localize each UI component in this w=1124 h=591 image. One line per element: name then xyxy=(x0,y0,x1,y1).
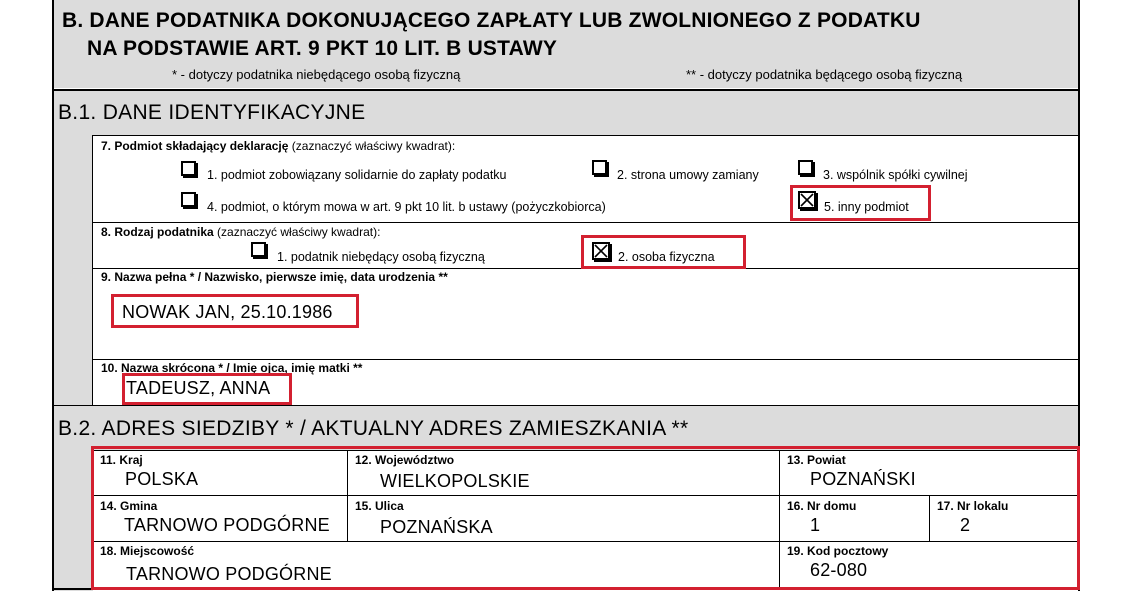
field18-label: 18. Miejscowość xyxy=(100,544,195,558)
section-b1-left-margin xyxy=(52,135,93,405)
field18-value[interactable]: TARNOWO PODGÓRNE xyxy=(126,564,332,584)
field11-label: 11. Kraj xyxy=(100,453,143,467)
field7-checkbox-4[interactable] xyxy=(181,192,196,207)
b1-inner-left-border xyxy=(92,135,93,405)
highlight-field7-option5 xyxy=(790,185,931,221)
field7-checkbox-1[interactable] xyxy=(181,161,196,176)
field7-option-1-label: 1. podmiot zobowiązany solidarnie do zapłaty podatku xyxy=(207,168,507,182)
field7-option-3-label: 3. wspólnik spółki cywilnej xyxy=(823,168,968,182)
field12-label: 12. Województwo xyxy=(355,453,455,467)
highlight-field8-option2 xyxy=(581,235,746,269)
field13-value[interactable]: POZNAŃSKI xyxy=(810,469,916,489)
field17-value[interactable]: 2 xyxy=(960,515,971,535)
field19-value[interactable]: 62-080 xyxy=(810,560,868,580)
highlight-field9 xyxy=(111,294,359,328)
field7-checkbox-2[interactable] xyxy=(592,160,607,175)
divider-b1 xyxy=(93,135,1079,136)
divider-field10 xyxy=(93,359,1079,360)
field14-label: 14. Gmina xyxy=(100,499,158,513)
field8-checkbox-1[interactable] xyxy=(251,242,266,257)
field7-option-5-label: 5. inny podmiot xyxy=(824,200,909,214)
field7-label xyxy=(101,139,455,153)
field7-checkbox-3[interactable] xyxy=(798,160,813,175)
field17-label: 17. Nr lokalu xyxy=(937,499,1009,513)
field8-option-1-label: 1. podatnik niebędący osobą fizyczną xyxy=(277,250,485,264)
field12-value[interactable]: WIELKOPOLSKIE xyxy=(380,471,530,491)
header-note-single-star: * - dotyczy podatnika niebędącego osobą fizyczną xyxy=(172,67,461,82)
section-b2-left-margin xyxy=(52,450,93,591)
header-note-double-star: ** - dotyczy podatnika będącego osobą fizyczną xyxy=(686,67,963,82)
field16-value[interactable]: 1 xyxy=(810,515,821,535)
field16-label: 16. Nr domu xyxy=(787,499,857,513)
field7-option-4-label: 4. podmiot, o którym mowa w art. 9 pkt 10 lit. b ustawy (pożyczkobiorca) xyxy=(207,200,606,214)
section-b1-title: B.1. DANE IDENTYFIKACYJNE xyxy=(58,101,366,124)
divider-header xyxy=(52,89,1080,91)
divider-b2 xyxy=(52,405,1080,406)
header-title-line2: NA PODSTAWIE ART. 9 PKT 10 LIT. B USTAWY xyxy=(87,37,558,60)
field19-label: 19. Kod pocztowy xyxy=(787,544,889,558)
field11-value[interactable]: POLSKA xyxy=(125,469,199,489)
field7-option-2-label: 2. strona umowy zamiany xyxy=(617,168,759,182)
highlight-field10 xyxy=(122,373,292,405)
field8-option-2-label: 2. osoba fizyczna xyxy=(618,250,715,264)
field9-value[interactable]: NOWAK JAN, 25.10.1986 xyxy=(122,302,333,322)
divider-field8 xyxy=(93,222,1079,223)
section-b2-title: B.2. ADRES SIEDZIBY * / AKTUALNY ADRES ZAMIESZKANIA ** xyxy=(58,417,689,440)
field9-label: 9. Nazwa pełna * / Nazwisko, pierwsze imię, data urodzenia ** xyxy=(101,270,448,284)
field14-value[interactable]: TARNOWO PODGÓRNE xyxy=(124,515,330,535)
field10-label: 10. Nazwa skrócona * / Imię ojca, imię matki ** xyxy=(101,361,363,375)
field8-hint: (zaznaczyć właściwy kwadrat): xyxy=(217,225,381,239)
field8-label xyxy=(101,225,380,239)
field7-hint: (zaznaczyć właściwy kwadrat): xyxy=(291,139,456,153)
field15-value[interactable]: POZNAŃSKA xyxy=(380,517,493,537)
highlight-address-block xyxy=(91,446,1080,590)
field15-label: 15. Ulica xyxy=(355,499,404,513)
field8-label-text: 8. Rodzaj podatnika xyxy=(101,225,214,239)
header-title-line1: B. DANE PODATNIKA DOKONUJĄCEGO ZAPŁATY LUB ZWOLNIONEGO Z PODATKU xyxy=(62,9,921,32)
field10-value[interactable]: TADEUSZ, ANNA xyxy=(126,378,271,398)
field7-label-text: 7. Podmiot składający deklarację xyxy=(101,139,289,153)
field13-label: 13. Powiat xyxy=(787,453,846,467)
